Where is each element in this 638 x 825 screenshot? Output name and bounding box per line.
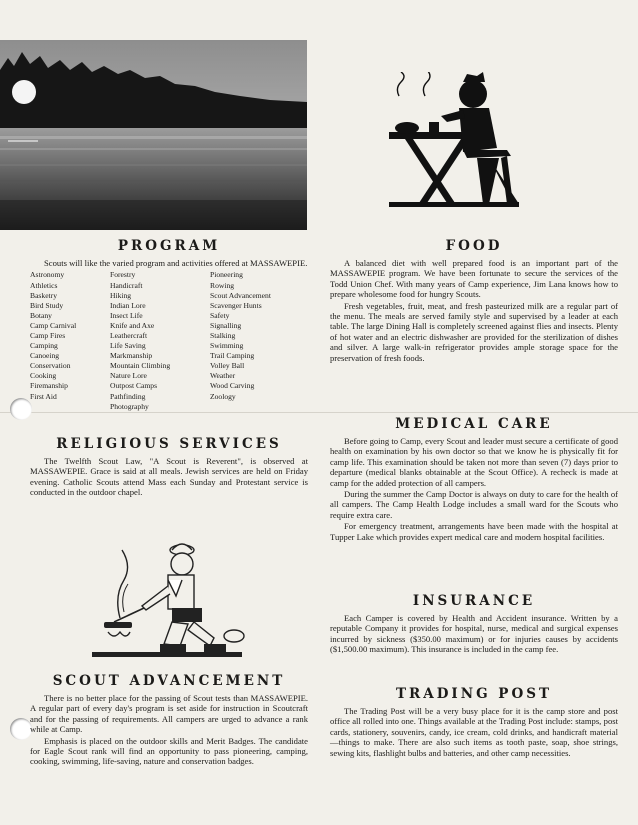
- advancement-paragraph-2: Emphasis is placed on the outdoor skills and Merit Badges. The candidate for Eagle Scout rank will find an opportunity to pass pioneering, camping, cooking, swimming, life-saving, nature and conservation badges.: [30, 735, 308, 767]
- activity-item: Weather: [210, 371, 236, 381]
- medical-paragraph-1: Before going to Camp, every Scout and leader must secure a certificate of good health on examination by his own doctor so that we know he is physically fit for camp life. This examination should be taken not more than seven (7) days prior to departure (medical blanks obtainable at the Scout Office). A recheck is made at camp for the added protection of all campers.: [330, 436, 618, 488]
- activity-item: Athletics: [30, 280, 58, 290]
- activity-item: Camp Carnival: [30, 320, 77, 330]
- medical-paragraph-3: For emergency treatment, arrangements have been made with the hospital at Tupper Lake which provides expert medical care and modern hospital facilities.: [330, 521, 618, 542]
- activity-item: Photography: [110, 401, 149, 411]
- activity-item: Cooking: [30, 371, 57, 381]
- insurance-heading: INSURANCE: [412, 593, 536, 609]
- activity-item: Scout Advancement: [210, 290, 271, 300]
- eating-scout-silhouette: [385, 72, 525, 212]
- activity-item: Firemanship: [30, 381, 68, 391]
- food-paragraph-2: Fresh vegetables, fruit, meat, and fresh pasteurized milk are a regular part of the menu. The meals are served family style and supervised by a leader at each table. The large Dining Hall is completely screened against flies and insects. Plenty of hot water and an electric dishwasher are provided for the sterilization of dishes and silver. A large walk-in refrigerator provides ample storage space for the preservation of fresh foods.: [330, 300, 618, 363]
- advancement-heading: SCOUT ADVANCEMENT: [52, 673, 286, 689]
- lake-photo: [0, 40, 307, 230]
- activity-item: Swimming: [210, 341, 244, 351]
- activity-item: Scavenger Hunts: [210, 300, 262, 310]
- activity-item: Astronomy: [30, 270, 65, 280]
- medical-heading: MEDICAL CARE: [395, 416, 553, 432]
- insurance-section: [330, 593, 618, 655]
- activity-item: Mountain Climbing: [110, 361, 171, 371]
- activity-item: First Aid: [30, 391, 57, 401]
- activity-item: Outpost Camps: [110, 381, 158, 391]
- activity-item: Trail Camping: [210, 351, 255, 361]
- activity-item: Hiking: [110, 290, 132, 300]
- activity-item: [210, 402, 308, 412]
- food-heading: FOOD: [445, 238, 503, 254]
- activity-item: Pathfinding: [110, 391, 146, 401]
- activity-item: Basketry: [30, 290, 57, 300]
- binder-hole: [10, 398, 32, 420]
- activity-item: Bird Study: [30, 300, 64, 310]
- cooking-scout-illustration: [84, 540, 254, 662]
- trading-post-heading: TRADING POST: [395, 686, 553, 702]
- program-intro: Scouts will like the varied program and activities offered at MASSAWEPIE.: [44, 258, 308, 268]
- activity-item: Insect Life: [110, 310, 143, 320]
- activity-item: Forestry: [110, 270, 136, 280]
- activity-item: Safety: [210, 310, 230, 320]
- moon-icon: [12, 80, 36, 104]
- activity-item: Indian Lore: [110, 300, 146, 310]
- activity-item: Signalling: [210, 320, 242, 330]
- activity-item: Pioneering: [210, 270, 243, 280]
- activity-item: [30, 402, 110, 412]
- activity-item: Conservation: [30, 361, 71, 371]
- religious-text: The Twelfth Scout Law, "A Scout is Reverent", is observed at MASSAWEPIE. Grace is said at all meals. Jewish services are held on Friday evening. Catholic Scouts attend Mass each Sunday and Protestant service is conducted in the outdoor chapel.: [30, 456, 308, 498]
- activity-item: Rowing: [210, 280, 235, 290]
- program-section: [30, 238, 308, 412]
- religious-section: [30, 436, 308, 498]
- activity-item: Wood Carving: [210, 381, 255, 391]
- program-heading: PROGRAM: [117, 238, 221, 254]
- religious-heading: RELIGIOUS SERVICES: [56, 436, 282, 452]
- activity-item: Knife and Axe: [110, 320, 155, 330]
- activity-item: Zoology: [210, 391, 236, 401]
- advancement-section: [30, 673, 308, 767]
- activity-item: Botany: [30, 310, 52, 320]
- activity-item: Camp Fires: [30, 330, 66, 340]
- trading-post-text: The Trading Post will be a very busy place for it is the camp store and post office all rolled into one. Things available at the Trading Post include: stamps, post cards, stationery, souvenirs, candy, ice cream, cold drinks, and handicraft material—things to make. There are also such items as tooth paste, soap, shoe strings, sewing kits, flashlight bulbs and batteries, and other camp necessities.: [330, 706, 618, 758]
- activity-list: [30, 270, 308, 411]
- food-section: [330, 238, 618, 363]
- activity-item: Nature Lore: [110, 371, 147, 381]
- insurance-text: Each Camper is covered by Health and Accident insurance. Written by a reputable Company it provides for hospital, nurse, medical and surgical expenses incurred by sickness ($350.00 maximum) or for injuries causes by accidents ($1,500.00 maximum). This insurance is included in the camp fee.: [330, 613, 618, 655]
- advancement-paragraph-1: There is no better place for the passing of Scout tests than MASSAWEPIE. A regular part of every day's program is set aside for instruction in Scoutcraft and for the passing of requirements. All campers are urged to advance a rank while at Camp.: [30, 693, 308, 735]
- activity-item: Handicraft: [110, 280, 143, 290]
- medical-paragraph-2: During the summer the Camp Doctor is always on duty to care for the health of all campers. The Camp Health Lodge includes a small ward for the Scouts who require extra care.: [330, 489, 618, 520]
- activity-item: Stalking: [210, 330, 236, 340]
- fold-line: [0, 412, 638, 413]
- trading-post-section: [330, 686, 618, 758]
- medical-section: [330, 416, 618, 542]
- activity-item: Camping: [30, 341, 58, 351]
- activity-item: Life Saving: [110, 341, 146, 351]
- binder-hole: [10, 718, 32, 740]
- activity-item: Leathercraft: [110, 330, 148, 340]
- food-paragraph-1: A balanced diet with well prepared food is an important part of the MASSAWEPIE program. We have been fortunate to secure the services of the Todd Union Chef. With many years of Camp experience, Jim Lana knows how to prepare wholesome food for hungry Scouts.: [330, 258, 618, 300]
- activity-item: Canoeing: [30, 351, 60, 361]
- activity-item: Markmanship: [110, 351, 153, 361]
- activity-item: Volley Ball: [210, 361, 245, 371]
